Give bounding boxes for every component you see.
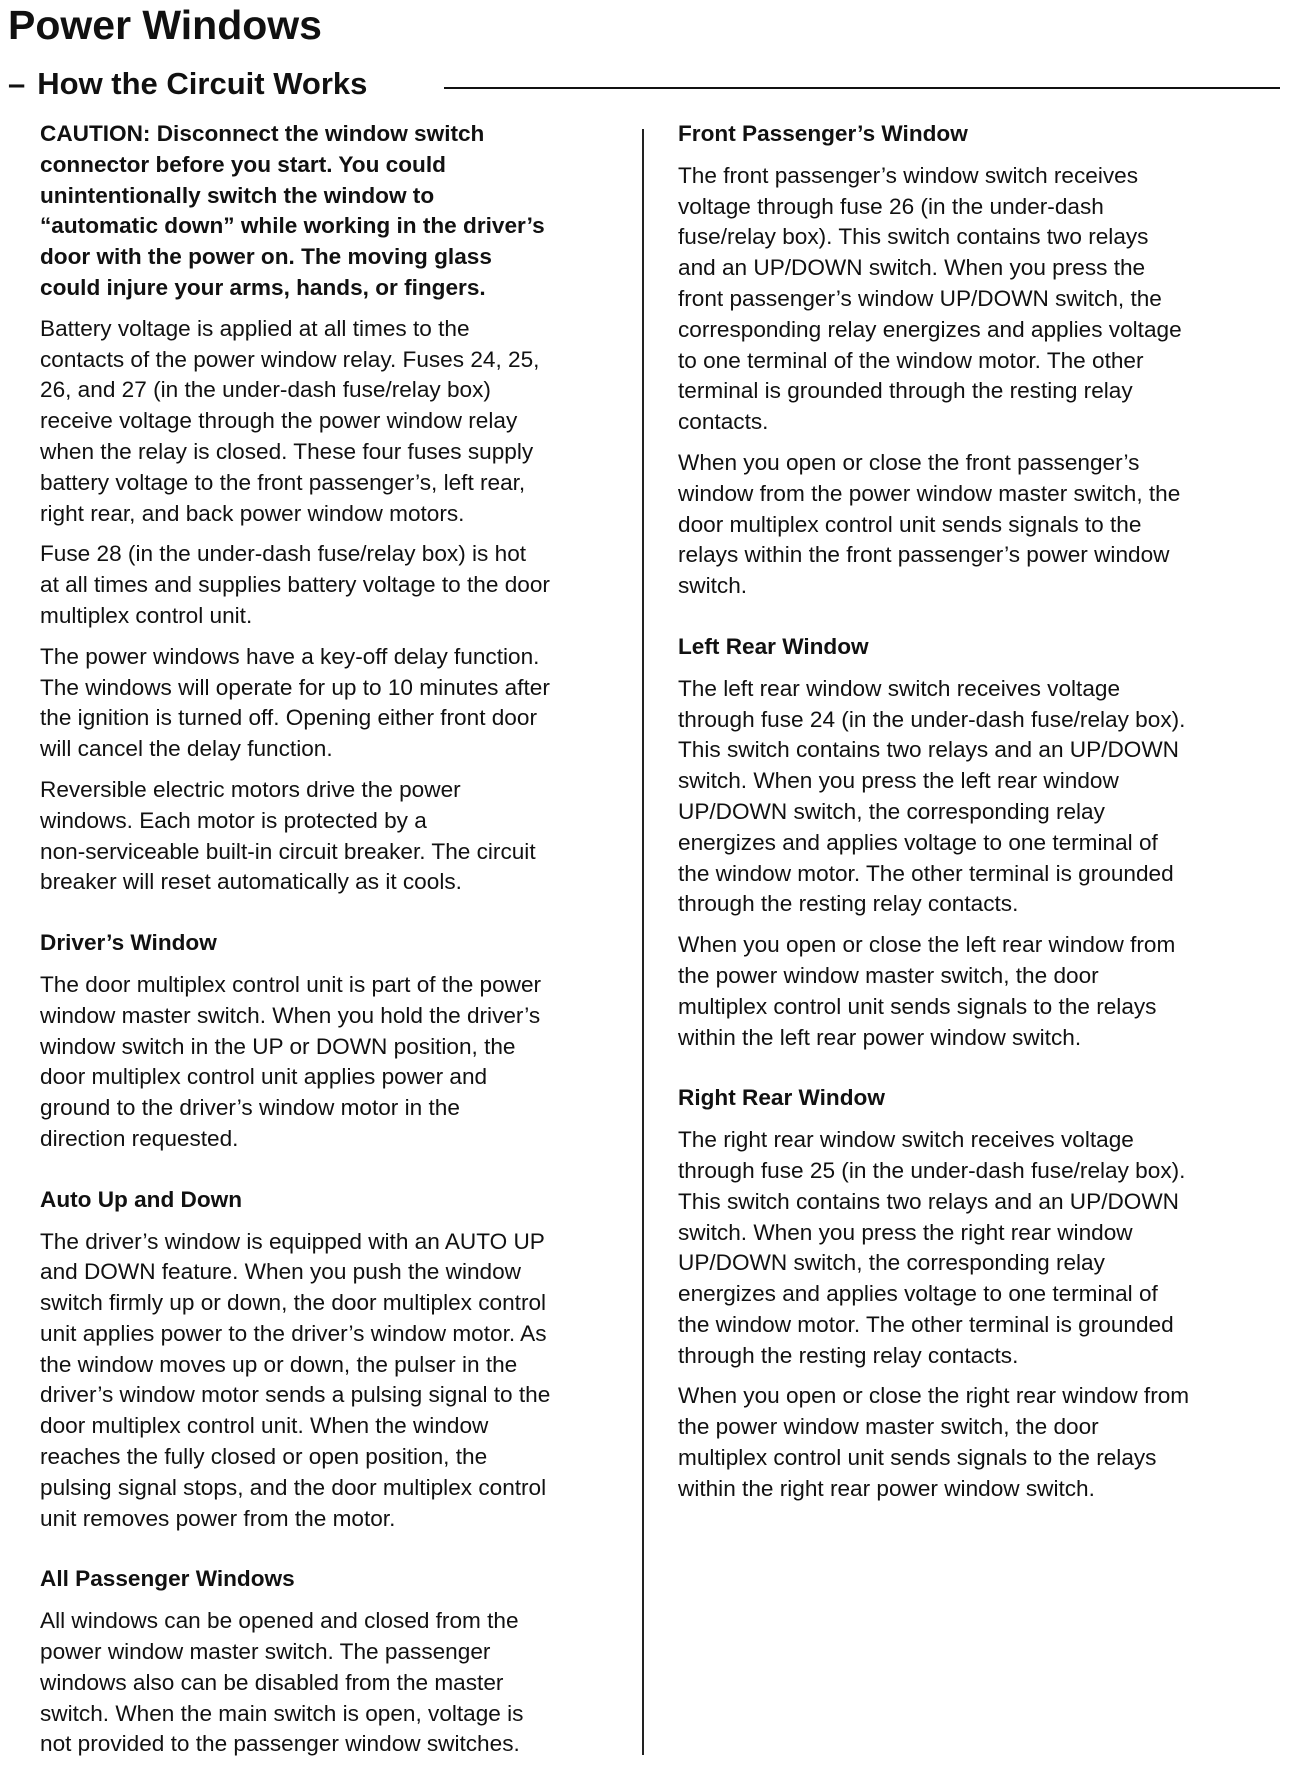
text-line: door multiplex control unit. When the window [40, 1413, 489, 1439]
body-paragraph [678, 674, 1278, 920]
text-line: The left rear window switch receives voltage [678, 675, 1121, 701]
text-line: The windows will operate for up to 10 minutes after [40, 674, 550, 700]
text-line: front passenger’s window UP/DOWN switch, the [678, 285, 1162, 311]
text-line: not provided to the passenger window switches. [40, 1731, 520, 1757]
right-column [678, 119, 1278, 1515]
text-line: the window motor. The other terminal is grounded [678, 1311, 1174, 1337]
text-line: Auto Up and Down [40, 1186, 243, 1212]
text-line: energizes and applies voltage to one terminal of [678, 829, 1158, 855]
text-line: direction requested. [40, 1125, 239, 1151]
body-paragraph [40, 1606, 640, 1760]
text-line: and an UP/DOWN switch. When you press the [678, 255, 1146, 281]
text-line: windows. Each motor is protected by a [40, 807, 427, 833]
text-line: switch. When the main switch is open, voltage is [40, 1700, 524, 1726]
text-line: UP/DOWN switch, the corresponding relay [678, 798, 1105, 824]
text-line: ground to the driver’s window motor in the [40, 1095, 460, 1121]
text-line: Front Passenger’s Window [678, 121, 968, 146]
text-line: pulsing signal stops, and the door multiplex control [40, 1474, 547, 1500]
text-line: terminal is grounded through the resting relay [678, 378, 1133, 404]
text-line: reaches the fully closed or open position, the [40, 1444, 488, 1470]
body-paragraph [678, 930, 1278, 1053]
text-line: through the resting relay contacts. [678, 1342, 1019, 1368]
body-paragraph [40, 1227, 640, 1535]
text-line: multiplex control unit sends signals to the relays [678, 993, 1157, 1019]
text-line: the window motor. The other terminal is grounded [678, 860, 1174, 886]
body-paragraph [40, 642, 640, 765]
text-line: window switch in the UP or DOWN position, the [40, 1033, 516, 1059]
text-line: switch. When you press the right rear window [678, 1219, 1133, 1245]
text-line: The front passenger’s window switch receives [678, 162, 1139, 188]
text-line: multiplex control unit. [40, 602, 253, 628]
text-line: relays within the front passenger’s power window [678, 542, 1170, 568]
text-line: at all times and supplies battery voltage to the door [40, 572, 550, 598]
section-title [8, 64, 367, 104]
text-line: switch. When you press the left rear window [678, 768, 1119, 794]
subsection-heading [40, 1564, 640, 1595]
text-line: within the right rear power window switch. [678, 1475, 1095, 1501]
text-line: 26, and 27 (in the under-dash fuse/relay box) [40, 377, 491, 403]
text-line: battery voltage to the front passenger’s, left rear, [40, 469, 526, 495]
text-line: All windows can be opened and closed from the [40, 1608, 519, 1634]
text-line: and DOWN feature. When you push the window [40, 1259, 521, 1285]
column-divider [642, 129, 644, 1755]
text-line: door with the power on. The moving glass [40, 244, 492, 270]
section-rule [444, 87, 1280, 89]
subsection-heading [678, 119, 1278, 150]
text-line: window from the power window master switch, the [678, 480, 1181, 506]
text-line: when the relay is closed. These four fuses supply [40, 438, 534, 464]
text-line: unintentionally switch the window to [40, 182, 435, 208]
text-line: receive voltage through the power window relay [40, 408, 518, 434]
text-line: The driver’s window is equipped with an AUTO UP [40, 1228, 545, 1254]
subsection-heading [40, 928, 640, 959]
section-title-text: How the Circuit Works [37, 66, 368, 101]
text-line: CAUTION: Disconnect the window switch [40, 121, 485, 146]
text-line: When you open or close the right rear window from [678, 1383, 1190, 1409]
subsection-heading [40, 1185, 640, 1216]
text-line: could injure your arms, hands, or fingers. [40, 274, 486, 300]
text-line: Reversible electric motors drive the power [40, 776, 461, 802]
text-line: unit removes power from the motor. [40, 1505, 396, 1531]
text-line: corresponding relay energizes and applies voltage [678, 316, 1182, 342]
text-line: This switch contains two relays and an UP/DOWN [678, 1188, 1180, 1214]
text-line: through fuse 24 (in the under-dash fuse/relay box). [678, 706, 1186, 732]
text-line: right rear, and back power window motors. [40, 500, 465, 526]
text-line: contacts. [678, 409, 769, 435]
text-line: power window master switch. The passenger [40, 1639, 491, 1665]
section-dash: – [8, 66, 26, 101]
text-line: Left Rear Window [678, 633, 869, 659]
caution-paragraph [40, 119, 640, 304]
text-line: The right rear window switch receives voltage [678, 1127, 1134, 1153]
text-line: windows also can be disabled from the master [40, 1669, 504, 1695]
text-line: When you open or close the front passenger’s [678, 449, 1140, 475]
text-line: When you open or close the left rear window from [678, 932, 1176, 958]
text-line: breaker will reset automatically as it cools. [40, 869, 462, 895]
text-line: the power window master switch, the door [678, 1414, 1099, 1440]
text-line: Driver’s Window [40, 930, 217, 956]
body-paragraph [40, 314, 640, 530]
text-line: Right Rear Window [678, 1085, 885, 1111]
text-line: connector before you start. You could [40, 151, 446, 177]
text-line: fuse/relay box). This switch contains two relays [678, 224, 1149, 250]
text-line: unit applies power to the driver’s window motor. As [40, 1320, 547, 1346]
body-paragraph [40, 775, 640, 898]
text-line: multiplex control unit sends signals to the relays [678, 1445, 1157, 1471]
text-line: door multiplex control unit sends signals to the [678, 511, 1142, 537]
text-line: “automatic down” while working in the driver’s [40, 213, 545, 239]
text-line: through the resting relay contacts. [678, 891, 1019, 917]
text-line: voltage through fuse 26 (in the under-dash [678, 193, 1104, 219]
text-line: the ignition is turned off. Opening either front door [40, 705, 537, 731]
text-line: UP/DOWN switch, the corresponding relay [678, 1250, 1105, 1276]
text-line: This switch contains two relays and an UP/DOWN [678, 737, 1180, 763]
left-column [40, 119, 640, 1770]
text-line: Battery voltage is applied at all times to the [40, 315, 470, 341]
text-line: through fuse 25 (in the under-dash fuse/relay box). [678, 1157, 1186, 1183]
body-paragraph [678, 161, 1278, 438]
text-line: switch. [678, 573, 748, 599]
text-line: switch firmly up or down, the door multiplex control [40, 1290, 547, 1316]
text-line: The power windows have a key-off delay function. [40, 643, 540, 669]
body-paragraph [678, 448, 1278, 602]
text-line: within the left rear power window switch. [678, 1024, 1082, 1050]
text-line: All Passenger Windows [40, 1566, 295, 1592]
page-title: Power Windows [8, 2, 322, 48]
text-line: driver’s window motor sends a pulsing signal to the [40, 1382, 551, 1408]
body-paragraph [678, 1381, 1278, 1504]
text-line: will cancel the delay function. [40, 736, 333, 762]
text-line: The door multiplex control unit is part of the power [40, 971, 542, 997]
body-paragraph [678, 1125, 1278, 1371]
text-line: energizes and applies voltage to one terminal of [678, 1281, 1158, 1307]
body-paragraph [40, 970, 640, 1155]
text-line: non-serviceable built-in circuit breaker. The circuit [40, 838, 536, 864]
text-line: the power window master switch, the door [678, 962, 1099, 988]
subsection-heading [678, 1083, 1278, 1114]
text-line: door multiplex control unit applies power and [40, 1064, 488, 1090]
body-paragraph [40, 539, 640, 631]
text-line: window master switch. When you hold the driver’s [40, 1002, 541, 1028]
text-line: to one terminal of the window motor. The other [678, 347, 1144, 373]
text-line: contacts of the power window relay. Fuses 24, 25, [40, 346, 540, 372]
text-line: the window moves up or down, the pulser in the [40, 1351, 518, 1377]
text-line: Fuse 28 (in the under-dash fuse/relay box) is hot [40, 541, 527, 567]
subsection-heading [678, 632, 1278, 663]
